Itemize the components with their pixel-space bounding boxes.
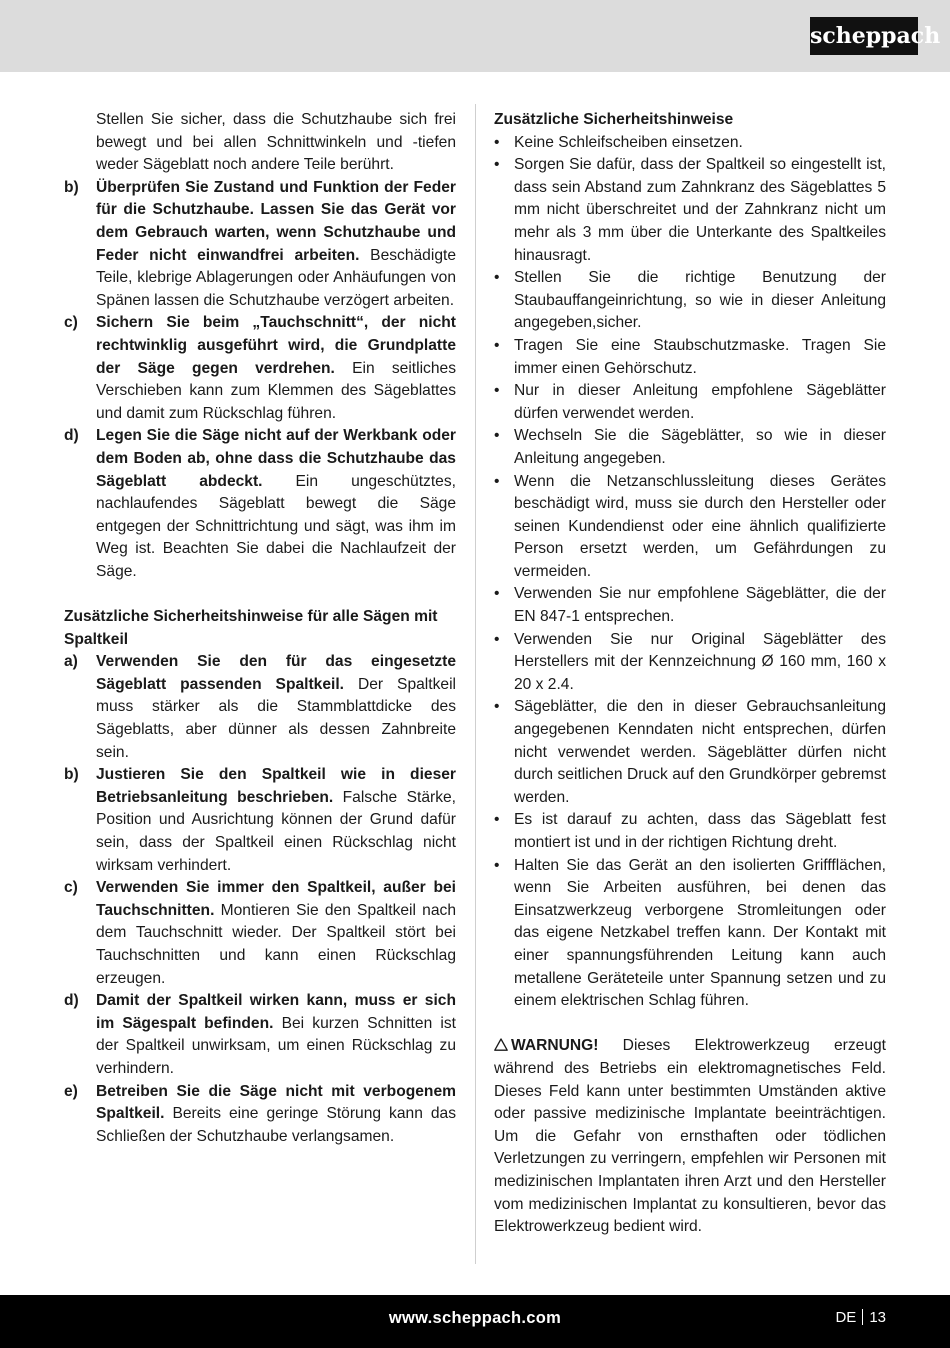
bullet-text: Es ist darauf zu achten, dass das Sägeblatt fest montiert ist und in der richtigen Richtung dreht. [514, 811, 886, 851]
list-item [494, 425, 886, 470]
spacer [64, 583, 456, 606]
bullet-icon: • [494, 382, 500, 400]
list-item [494, 855, 886, 1013]
list-item-b [64, 177, 456, 313]
spaltkeil-item-a [64, 651, 456, 764]
bullet-text: Sorgen Sie dafür, dass der Spaltkeil so eingestellt ist, dass sein Abstand zum Zahnkranz des Sägeblattes 5 mm nicht überschreitet und der Zahnkranz nicht um mehr als 3 mm über die Unterkante des Spaltkeiles hinausragt. [514, 156, 886, 264]
list-item [494, 335, 886, 380]
item-label: c) [64, 879, 78, 897]
warning-label: WARNUNG! [511, 1037, 599, 1055]
list-item [494, 154, 886, 267]
bullet-icon: • [494, 472, 500, 490]
list-item [494, 809, 886, 854]
spaltkeil-item-c [64, 877, 456, 990]
list-item [494, 583, 886, 628]
bullet-text: Nur in dieser Anleitung empfohlene Sägeblätter dürfen verwendet werden. [514, 382, 886, 422]
item-label: d) [64, 992, 79, 1010]
footer-url-link[interactable]: www.scheppach.com [388, 1309, 562, 1327]
item-bold-text: Betreiben Sie die Säge nicht mit verbogenem Spaltkeil. [96, 1082, 456, 1123]
list-item-c [64, 312, 456, 425]
item-label: d) [64, 427, 79, 445]
item-text: Beschädigte Teile, klebrige Ablagerungen oder Anhäufungen von Spänen lassen die Schutzhaube verzögert arbeiten. [96, 246, 456, 309]
list-item [494, 132, 886, 155]
bullet-icon: • [494, 336, 500, 354]
page-number [835, 1295, 886, 1341]
intro-paragraph: Stellen Sie sicher, dass die Schutzhaube sich frei bewegt und bei allen Schnittwinkeln und -tiefen weder Sägeblatt noch andere Teile berührt. [96, 111, 456, 174]
section-heading-spaltkeil: Zusätzliche Sicherheitshinweise für alle Sägen mit Spaltkeil [64, 608, 438, 648]
language-code: DE [835, 1309, 857, 1326]
bullet-icon: • [494, 698, 500, 716]
separator [862, 1309, 863, 1325]
list-item [494, 267, 886, 335]
item-text: Ein seitliches Verschieben kann zum Klemmen des Sägeblattes und damit zum Rückschlag führen. [96, 359, 456, 422]
page-footer [0, 1295, 950, 1348]
bullet-text: Tragen Sie eine Staubschutzmaske. Tragen Sie immer einen Gehörschutz. [514, 336, 886, 377]
item-text: Falsche Stärke, Position und Ausrichtung können der Grund dafür sein, dass der Spaltkeil einen Rückschlag nicht wirksam verhindert. [96, 788, 456, 874]
bullet-text: Halten Sie das Gerät an den isolierten Griffflächen, wenn Sie Arbeiten ausführen, bei denen das Einsatzwerkzeug verborgene Stromleitungen oder das eigene Netzkabel treffen kann. Der Kontakt mit einer spannungsführenden Leitung kann auch metallene Geräteteile unter Spannung setzen und zu einem elektrischen Schlag führen. [514, 856, 886, 1010]
spaltkeil-item-e [64, 1081, 456, 1149]
warning-paragraph [494, 1035, 886, 1238]
item-label: e) [64, 1082, 78, 1100]
column-divider [475, 104, 476, 1264]
bullet-text: Sägeblätter, die den in dieser Gebrauchsanleitung angegebenen Kenndaten nicht entsprechen, dürfen nicht verwendet werden. Sägeblätter dürfen nicht durch seitlichen Druck auf den Grundkörper gebremst werden. [514, 698, 886, 806]
section-heading-additional: Zusätzliche Sicherheitshinweise [494, 111, 734, 128]
item-bold-text: Verwenden Sie den für das eingesetzte Sägeblatt passenden Spaltkeil. [96, 653, 456, 693]
page-number-value: 13 [869, 1309, 886, 1326]
bullet-icon: • [494, 811, 500, 829]
spaltkeil-item-d [64, 990, 456, 1080]
bullet-text: Wechseln Sie die Sägeblätter, so wie in dieser Anleitung angegeben. [514, 427, 886, 467]
scheppach-logo: scheppach [810, 17, 918, 55]
list-item-d [64, 425, 456, 583]
item-bold-text: Überprüfen Sie Zustand und Funktion der Feder für die Schutzhaube. Lassen Sie das Gerät vor dem Gebrauch warten, wenn Schutzhaube und Feder nicht einwandfrei arbeiten. [96, 178, 456, 264]
right-column [494, 109, 886, 1239]
spacer [494, 1013, 886, 1036]
left-column [64, 109, 456, 1148]
item-bold-text: Legen Sie die Säge nicht auf der Werkbank oder dem Boden ab, ohne dass die Schutzhaube das Sägeblatt abdeckt. [96, 427, 456, 490]
list-item [494, 696, 886, 809]
bullet-text: Verwenden Sie nur empfohlene Sägeblätter, die der EN 847-1 entsprechen. [514, 585, 886, 626]
item-bold-text: Damit der Spaltkeil wirken kann, muss er sich im Sägespalt befinden. [96, 992, 456, 1032]
item-bold-text: Sichern Sie beim „Tauchschnitt“, der nicht rechtwinklig ausgeführt wird, die Grundplatte der Säge gegen verdrehen. [96, 314, 456, 377]
bullet-icon: • [494, 156, 500, 174]
bullet-icon: • [494, 133, 500, 151]
safety-bullet-list [494, 132, 886, 1013]
item-label: b) [64, 766, 79, 784]
item-label: a) [64, 653, 78, 671]
bullet-icon: • [494, 585, 500, 603]
bullet-icon: • [494, 856, 500, 874]
spaltkeil-item-b [64, 764, 456, 877]
item-text: Bei kurzen Schnitten ist der Spaltkeil unwirksam, um einen Rückschlag zu verhindern. [96, 1014, 456, 1077]
item-bold-text: Verwenden Sie immer den Spaltkeil, außer bei Tauchschnitten. [96, 879, 456, 919]
list-item [494, 380, 886, 425]
item-label: b) [64, 178, 79, 196]
item-text: Der Spaltkeil muss stärker als die Stammblattdicke des Sägeblatts, aber dünner als dessen Zahnbreite sein. [96, 675, 456, 761]
item-bold-text: Justieren Sie den Spaltkeil wie in dieser Betriebsanleitung beschrieben. [96, 766, 456, 806]
bullet-icon: • [494, 427, 500, 445]
item-text: Bereits eine geringe Störung kann das Schließen der Schutzhaube verlangsamen. [96, 1105, 456, 1145]
page-header [0, 0, 950, 72]
item-label: c) [64, 314, 78, 332]
warning-text: Dieses Elektrowerkzeug erzeugt während des Betriebs ein elektromagnetisches Feld. Dieses Feld kann unter bestimmten Umständen aktive oder passive medizinische Implantate beeinträchtigen. Um die Gefahr von ernsthaften oder tödlichen Verletzungen zu verringern, empfehlen wir Personen mit medizinischen Implantaten ihren Arzt und den Hersteller vom medizinischen Implantat zu konsultieren, bevor das Elektrowerkzeug bedient wird. [494, 1037, 886, 1236]
item-text: Ein ungeschütztes, nachlaufendes Sägeblatt bewegt die Säge entgegen der Schnittrichtung und sägt, was ihm im Weg ist. Beachten Sie dabei die Nachlaufzeit der Säge. [96, 472, 456, 580]
bullet-text: Wenn die Netzanschlussleitung dieses Gerätes beschädigt wird, muss sie durch den Hersteller oder seinen Kundendienst oder eine ähnlich qualifizierte Person ersetzt werden, um Gefährdungen zu vermeiden. [514, 472, 886, 580]
bullet-icon: • [494, 630, 500, 648]
item-text: Montieren Sie den Spaltkeil nach dem Tauchschnitt wieder. Der Spaltkeil stört bei Tauchschnitten und kann einen Rückschlag erzeugen. [96, 901, 456, 987]
warning-triangle-icon [494, 1038, 508, 1051]
bullet-text: Verwenden Sie nur Original Sägeblätter des Herstellers mit der Kennzeichnung Ø 160 mm, 160 x 20 x 2.4. [514, 630, 886, 693]
bullet-text: Keine Schleifscheiben einsetzen. [514, 133, 743, 151]
bullet-text: Stellen Sie die richtige Benutzung der Staubauffangeinrichtung, so wie in dieser Anleitung angegeben,sicher. [514, 269, 886, 332]
list-item [494, 629, 886, 697]
bullet-icon: • [494, 269, 500, 287]
list-item [494, 471, 886, 584]
